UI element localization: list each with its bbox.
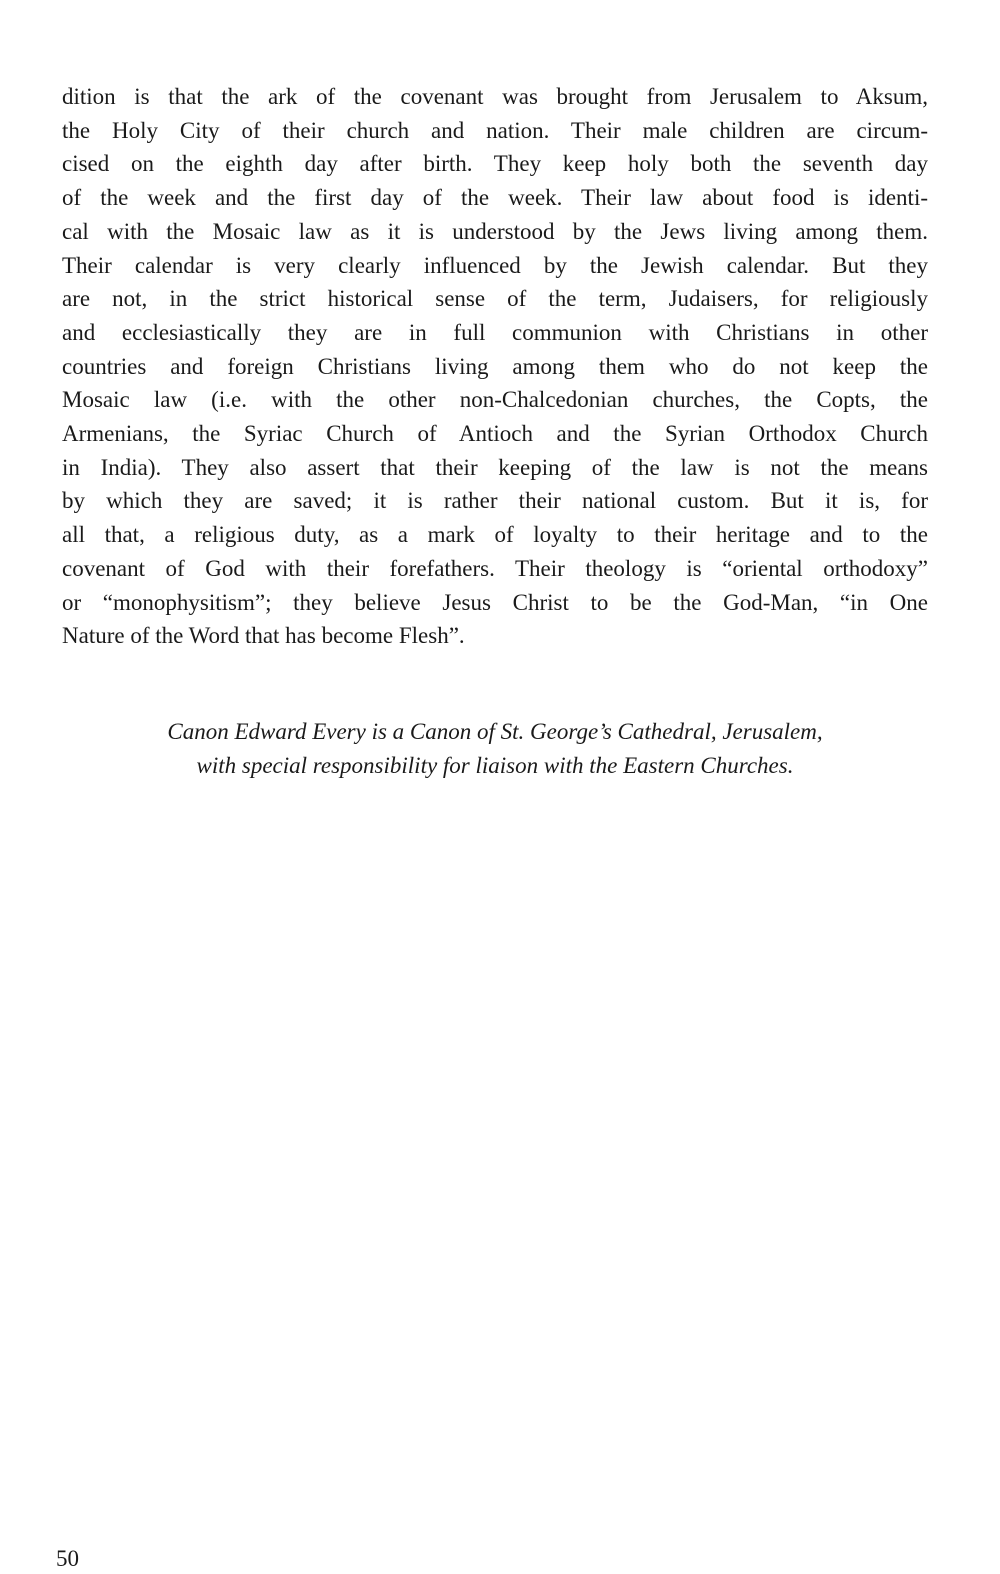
author-bio [62,715,928,783]
body-line: countries and foreign Christians living among them who do not keep the [62,353,928,379]
body-line: covenant of God with their forefathers. Their theology is “oriental orthodoxy” [62,555,928,581]
author-bio-line: Canon Edward Every is a Canon of St. George’s Cathedral, Jerusalem, [167,719,823,744]
body-line: the Holy City of their church and nation. Their male children are circum- [62,117,928,143]
body-paragraph [62,80,928,653]
body-line: Their calendar is very clearly influenced by the Jewish calendar. But they [62,252,928,278]
body-line: Nature of the Word that has become Flesh”. [62,623,465,649]
page-number: 50 [56,1546,79,1571]
body-line: of the week and the first day of the week. Their law about food is identi- [62,185,928,211]
body-line: cal with the Mosaic law as it is understood by the Jews living among them. [62,218,928,244]
body-line: cised on the eighth day after birth. They keep holy both the seventh day [62,151,928,177]
body-line: Armenians, the Syriac Church of Antioch and the Syrian Orthodox Church [62,421,928,447]
body-line: and ecclesiastically they are in full communion with Christians in other [62,319,928,345]
body-line: all that, a religious duty, as a mark of loyalty to their heritage and to the [62,522,928,548]
body-line: in India). They also assert that their keeping of the law is not the means [62,454,928,480]
body-line: or “monophysitism”; they believe Jesus Christ to be the God-Man, “in One [62,589,928,615]
body-line: by which they are saved; it is rather their national custom. But it is, for [62,488,928,514]
body-line: dition is that the ark of the covenant was brought from Jerusalem to Aksum, [62,84,928,109]
body-line: are not, in the strict historical sense of the term, Judaisers, for religiously [62,286,928,312]
body-line: Mosaic law (i.e. with the other non-Chalcedonian churches, the Copts, the [62,387,928,413]
author-bio-line: with special responsibility for liaison with the Eastern Churches. [196,753,794,778]
